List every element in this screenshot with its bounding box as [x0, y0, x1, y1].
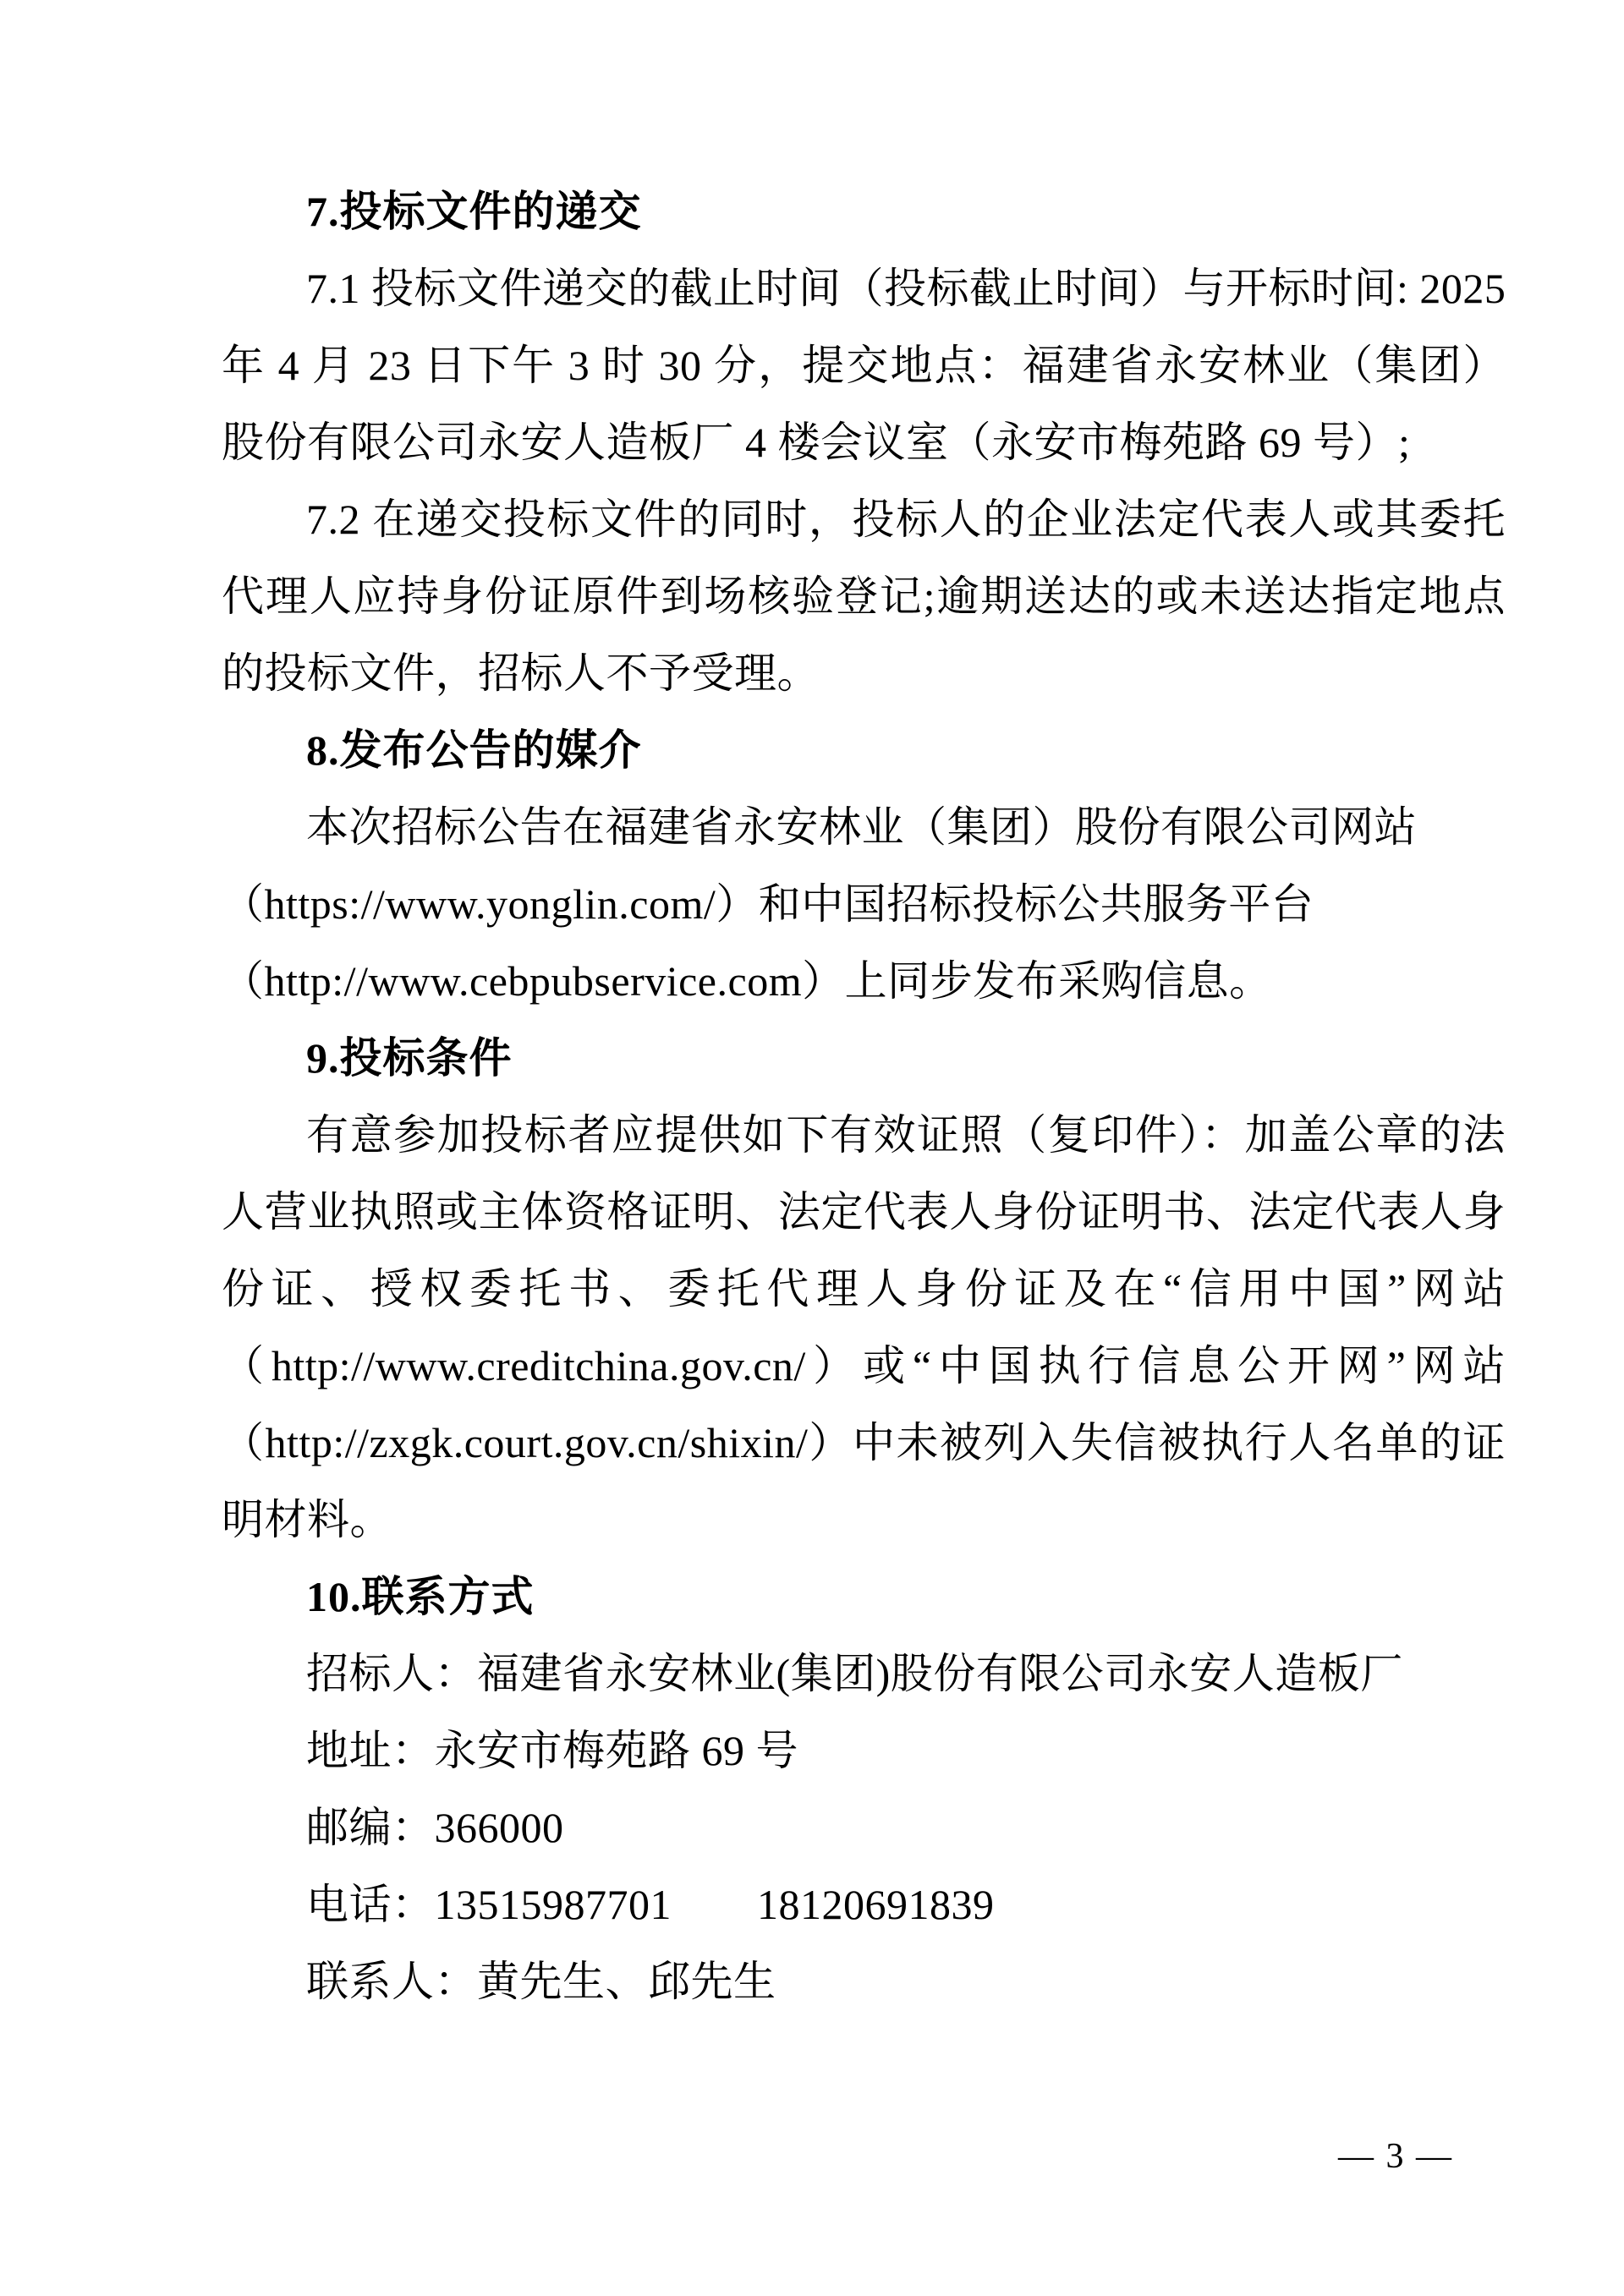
page-number: — 3 — [1338, 2137, 1453, 2176]
contact-address-line: 地址：永安市梅苑路 69 号 [306, 1727, 798, 1774]
section-7-heading: 7.投标文件的递交 [306, 188, 642, 235]
contact-tenderer-line: 招标人：福建省永安林业(集团)股份有限公司永安人造板厂 [306, 1650, 1403, 1697]
section-9-heading: 9.投标条件 [306, 1034, 513, 1082]
paragraph-9-line-1: 有意参加投标者应提供如下有效证照（复印件）：加盖公章的法 [306, 1111, 1506, 1159]
paragraph-7-1-line-1: 7.1 投标文件递交的截止时间（投标截止时间）与开标时间: 2025 [306, 265, 1506, 312]
paragraph-9-line-6: 明材料。 [222, 1496, 392, 1543]
section-8-heading: 8.发布公告的媒介 [306, 726, 642, 774]
paragraph-9-line-3: 份证、授权委托书、委托代理人身份证及在“信用中国”网站 [222, 1265, 1506, 1312]
paragraph-9-line-2: 人营业执照或主体资格证明、法定代表人身份证明书、法定代表人身 [222, 1188, 1506, 1236]
paragraph-9-line-4: （http://www.creditchina.gov.cn/）或“中国执行信息公开网”网站 [222, 1342, 1506, 1389]
paragraph-7-2-line-3: 的投标文件，招标人不予受理。 [222, 649, 820, 697]
paragraph-8-line-1: 本次招标公告在福建省永安林业（集团）股份有限公司网站 [306, 803, 1417, 851]
paragraph-7-2-line-1: 7.2 在递交投标文件的同时，投标人的企业法定代表人或其委托 [306, 496, 1506, 543]
section-10-heading: 10.联系方式 [306, 1573, 535, 1620]
contact-postcode-line: 邮编：366000 [306, 1804, 564, 1851]
paragraph-7-2-line-2: 代理人应持身份证原件到场核验登记;逾期送达的或未送达指定地点 [222, 573, 1506, 620]
document-text-block [222, 173, 1506, 2020]
contact-phone-line: 电话：13515987701 18120691839 [306, 1881, 995, 1928]
paragraph-8-line-2: （https://www.yonglin.com/）和中国招标投标公共服务平台 [222, 880, 1314, 928]
contact-person-line: 联系人：黄先生、邱先生 [306, 1958, 776, 2005]
paragraph-7-1-line-3: 股份有限公司永安人造板厂 4 楼会议室（永安市梅苑路 69 号）; [222, 419, 1411, 466]
paragraph-9-line-5: （http://zxgk.court.gov.cn/shixin/）中未被列入失信被执行人名单的证 [222, 1419, 1506, 1466]
paragraph-7-1-line-2: 年 4 月 23 日下午 3 时 30 分，提交地点：福建省永安林业（集团） [222, 342, 1506, 389]
paragraph-8-line-3: （http://www.cebpubservice.com）上同步发布采购信息。 [222, 957, 1272, 1005]
